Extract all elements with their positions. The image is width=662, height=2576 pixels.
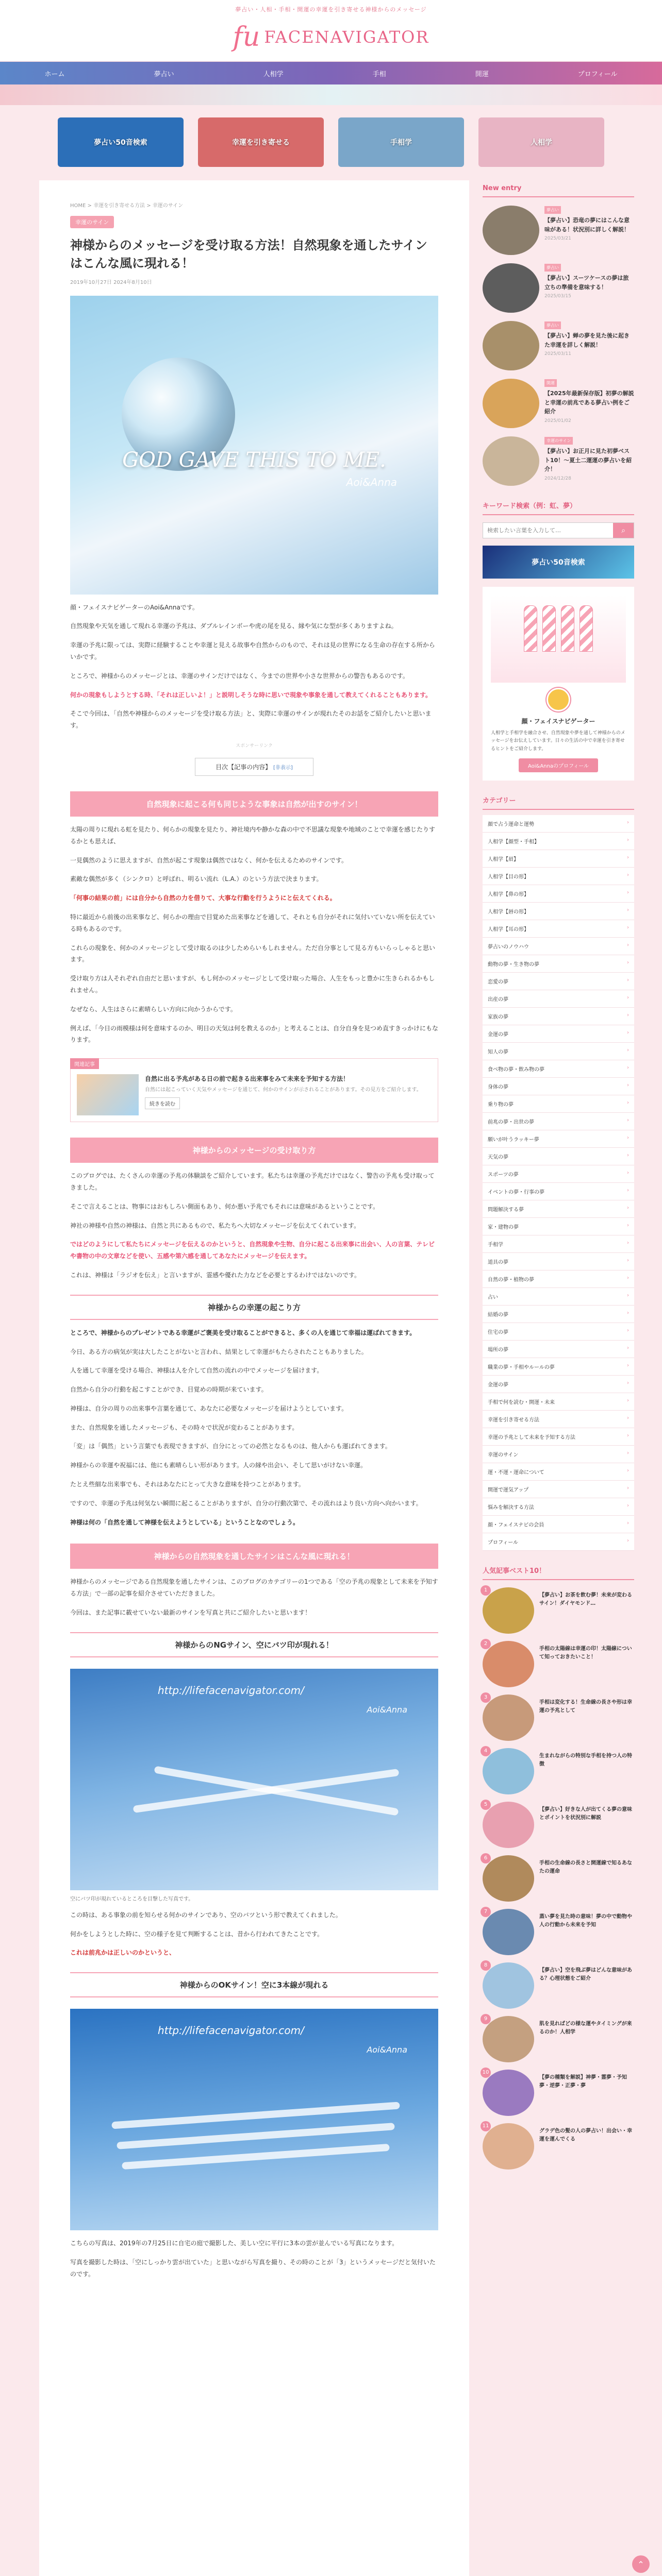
ranking-thumbnail[interactable] [483,2123,534,2170]
photo-signature: Aoi&Anna [367,1704,407,1715]
feature-card[interactable]: 人相学 [478,117,604,167]
new-entry-item[interactable] [483,436,634,486]
ranking-title[interactable]: 手相の生命線の長さと開運線で知るあなたの運命 [539,1860,632,1874]
rank-badge: 9 [481,2014,491,2024]
category-item[interactable]: 占い › [483,1288,634,1306]
new-entry-item[interactable] [483,379,634,428]
nav-item[interactable]: 手相 [372,70,386,78]
page-title: 神様からのメッセージを受け取る方法！自然現象を通したサインはこんな風に現れる！ [70,238,427,270]
category-item[interactable]: 道具の夢 › [483,1253,634,1270]
category-item[interactable]: 幸運を引き寄せる方法 › [483,1411,634,1428]
body-paragraph: 自然から自分の行動を起こすことができ、目覚めの時期が来ています。 [70,1386,268,1394]
nav-item[interactable]: 人相学 [263,70,284,78]
sky-lines-photo [70,2009,438,2230]
sidebar [483,180,634,2576]
category-item[interactable]: 出産の夢 › [483,990,634,1008]
new-entry-heading: New entry [483,180,634,197]
quote-text: 「変」は「偶然」という言葉でも表現できますが、自分にとっての必然となるものは、他人からも運ばれてきます。 [70,1443,391,1450]
category-item[interactable]: イベントの夢・行事の夢 › [483,1183,634,1200]
rank-badge: 3 [481,1692,491,1703]
popsicle-icon [561,605,574,652]
rank-badge: 1 [481,1585,491,1596]
new-entry-item[interactable] [483,263,634,313]
entry-date: 2024/12/28 [544,476,571,481]
ranking-item[interactable] [483,1962,634,2009]
profile-card [483,587,634,781]
highlight-text: ではどのようにして私たちにメッセージを伝えるのかというと、自然現象や生物、自分に起こる出来事に出会い、人の言葉、テレビや書物の中の文章などを使い、五感や第六感を通してあなたにメッセージを伝えます。 [70,1241,435,1260]
ranking-title[interactable]: 肌を見ればどの様な運やタイミングが来るのか！人相学 [539,2021,632,2035]
photo-watermark: http://lifefacenavigator.com/ [158,1684,304,1697]
site-tagline: 夢占い・人相・手相・開運の幸運を引き寄せる神様からのメッセージ [235,6,427,13]
category-item[interactable]: 願いが叶うラッキー夢 › [483,1130,634,1148]
new-entry-item[interactable] [483,206,634,255]
body-paragraph: この時は、ある事象の前を知らせる何かのサインであり、空のバツという形で教えてくれました。 [70,1911,342,1919]
body-paragraph: 神様からのメッセージである自然現象を通したサインは、このブログのカテゴリーの1つである「空の予兆の現象として未来を予知する方法」で一部の記事を紹介させていただきました。 [70,1578,438,1598]
category-item[interactable]: 住宅の夢 › [483,1323,634,1341]
profile-button[interactable]: Aoi&Annaのプロフィール [519,758,598,772]
body-paragraph: 写真を撮影した時は、「空にしっかり雲が出ていた」と思いながら写真を撮り、その時のことが「3」というメッセージだと気付いたのです。 [70,2259,436,2278]
entry-date: 2025/03/21 [544,236,571,242]
category-item[interactable]: 運・不運・運命について › [483,1463,634,1481]
search-input[interactable] [483,523,613,538]
photo-signature: Aoi&Anna [367,2045,407,2055]
category-item[interactable]: 金運の夢 › [483,1025,634,1043]
category-item[interactable]: 問題解決する夢 › [483,1200,634,1218]
ranking-title[interactable]: 【夢の種類を解説】神夢・霊夢・予知夢・逆夢・正夢・夢 [539,2074,627,2089]
category-item[interactable]: スポーツの夢 › [483,1165,634,1183]
site-header [0,0,662,62]
logo-mark: fu [233,22,260,53]
body-paragraph: 特に最近から前後の出来事など、何らかの理由で目覚めた出来事などを通して、それとも自分がそれに気付いていない所を伝えている時もあるのです。 [70,913,435,933]
category-item[interactable]: 顔・フェイスナビの会員 › [483,1516,634,1533]
category-heading: カテゴリー [483,791,634,810]
entry-date: 2025/03/15 [544,294,571,299]
entry-thumbnail[interactable] [483,206,539,255]
body-paragraph: 太陽の周りに現れる虹を見たり、何らかの現象を見たり、神社境内や静かな森の中で不思議な現象や地域のことで幸運を感じたりするかとも思えば、 [70,825,436,845]
category-item[interactable]: 動物の夢・生き物の夢 › [483,955,634,973]
section-heading: 自然現象に起こる何も同じような事象は自然が出すのサイン！ [70,791,438,817]
ranking-title[interactable]: 蒸い夢を見た時の意味！夢の中で動物や人の行動から未来を予知 [539,1913,632,1928]
entry-tag: 幸運のサイン [544,437,573,445]
entry-thumbnail[interactable] [483,321,539,370]
ranking-item[interactable] [483,1909,634,1955]
body-paragraph: ですので、幸運の予兆は何気ない瞬間に起こることがありますが、自分の行動次第で、その流れはより良い方向へ向かいます。 [70,1499,422,1507]
intro-paragraph: そこで今回は、「自然や神様からのメッセージを受け取る方法」と、実際に幸運のサインが現れたそのお話をご紹介したいと思います。 [70,710,432,730]
category-item[interactable]: 結婚の夢 › [483,1306,634,1323]
ranking-thumbnail[interactable] [483,1748,534,1794]
scroll-to-top-button[interactable]: ⌃ [632,2555,650,2573]
sky-x-photo [70,1669,438,1890]
subsection-heading: 神様からのOKサイン！空に3本線が現れる [70,1972,438,1997]
ranking-title[interactable]: 【夢占い】好きな人が出てくる夢の意味とポイントを状況別に解説 [539,1806,632,1821]
ranking-item[interactable] [483,1694,634,1741]
feature-card[interactable]: 夢占い50音検索 [58,117,184,167]
category-item[interactable]: 人相学【鼻の形】 › [483,885,634,903]
ranking-title[interactable]: 手相の太陽線は幸運の印！太陽線について知っておきたいこと！ [539,1646,632,1660]
intro-paragraph: 顔・フェイスナビゲーターのAoi&Annaです。 [70,603,198,611]
category-item[interactable]: 場所の夢 › [483,1341,634,1358]
category-item[interactable]: プロフィール › [483,1533,634,1551]
highlight-text: これは前兆かは正しいのかというと、 [70,1949,176,1957]
category-item[interactable]: 家・建物の夢 › [483,1218,634,1235]
highlight-text: 「何事の結果の前」には自分から自然の力を借りて、大事な行動を行うようにと伝えてくれる。 [70,894,336,902]
category-tag[interactable]: 幸運のサイン [70,216,114,228]
body-paragraph: また、自然現象を通したメッセージも、その時々で状況が変わることがあります。 [70,1423,299,1431]
category-item[interactable]: 前兆の夢・出世の夢 › [483,1113,634,1130]
category-item[interactable]: 食べ物の夢・飲み物の夢 › [483,1060,634,1078]
rank-badge: 6 [481,1853,491,1863]
body-paragraph: そこで言えることは、物事にはおもしろい側面もあり、何か悪い予兆でもそれには意味があるということです。 [70,1202,379,1210]
entry-thumbnail[interactable] [483,436,539,486]
body-paragraph: たとえ些細な出来事でも、それはあなたにとって大きな意味を持つことがあります。 [70,1481,305,1488]
body-paragraph: 受け取り方は人それぞれ自由だと思いますが、もし何かのメッセージとして受け取った場合、人生をもっと豊かに生きられるかもしれません。 [70,975,435,994]
photo-watermark: http://lifefacenavigator.com/ [158,2024,304,2037]
eyecatch-signature: Aoi&Anna [346,476,397,488]
highlight-text: ところで、神様からのプレゼントである幸運がご褒美を受け取ることができると、多くの人を通じて幸福は運ばれてきます。 [70,1329,416,1336]
main-nav [0,62,662,84]
category-item[interactable]: 顔で占う運命と運勢 › [483,815,634,833]
category-item[interactable]: 知人の夢 › [483,1043,634,1060]
related-title[interactable]: 自然に出る予兆がある日の前で起きる出来事をみて未来を予知する方法！ [145,1075,350,1083]
entry-thumbnail[interactable] [483,263,539,313]
category-item[interactable]: 身体の夢 › [483,1078,634,1095]
ranking-item[interactable] [483,1748,634,1794]
ranking-thumbnail[interactable] [483,1962,534,2009]
feature-card[interactable]: 手相学 [338,117,464,167]
category-item[interactable]: 家族の夢 › [483,1008,634,1025]
read-more-button[interactable]: 続きを読む [145,1097,180,1109]
ranking-item[interactable] [483,1855,634,1902]
logo-text: FACENAVIGATOR [264,27,429,47]
intro-paragraph: 自然現象や天気を通して現れる幸運の予兆は、ダブルレインボーや虎の尾を見る、縁や気にな型が多くありますよね。 [70,622,398,630]
body-paragraph: 神様からの幸運や祝福には、他にも素晴らしい形があります。人の縁や出会い、そして思いがけない幸運。 [70,1462,367,1469]
body-paragraph: 神様は、自分の周りの出来事や言葉を通じて、あなたに必要なメッセージを届けようとしています。 [70,1404,348,1412]
ranking-item[interactable] [483,2016,634,2062]
ranking-thumbnail[interactable] [483,1641,534,1687]
body-paragraph: 一見偶然のように思えますが、自然が起こす現象は偶然ではなく、何かを伝えるためのサインです。 [70,856,347,864]
body-paragraph: このブログでは、たくさんの幸運の予兆の体験談をご紹介しています。私たちは幸運の予兆だけではなく、警告の予兆も受け取ってきました。 [70,1172,435,1191]
search-icon[interactable]: ⌕ [613,523,634,538]
nav-item[interactable]: 開運 [475,70,489,78]
category-item[interactable]: 手相で何を読む・開運・未来 › [483,1393,634,1411]
rank-badge: 7 [481,1907,491,1917]
section-heading: 神様からのメッセージの受け取り方 [70,1138,438,1163]
popsicle-icon [524,605,537,652]
category-item[interactable]: 天気の夢 › [483,1148,634,1165]
entry-title[interactable]: 【夢占い】スーツケースの夢は旅立ちの準備を意味する！ [544,275,629,291]
related-label: 関連記事 [70,1058,99,1069]
category-item[interactable]: 幸運の予兆として未来を予知する方法 › [483,1428,634,1446]
category-item[interactable]: 幸運のサイン › [483,1446,634,1463]
related-description: 自然には起こっていく天気やメッセージを通じて、何かのサインが示されることがあります。その見方をご紹介します。 [145,1087,422,1093]
entry-title[interactable]: 【2025年最新保存版】初夢の解説と幸運の前兆である夢占い例をご紹介 [544,390,634,415]
hero-strip [0,84,662,105]
entry-date: 2025/01/02 [544,418,571,423]
ranking-item[interactable] [483,1641,634,1687]
related-article-card[interactable] [70,1058,438,1122]
category-list [483,815,634,1551]
profile-text: 人相学と手相学を融合させ、自然現象や夢を通して神様からのメッセージをお伝えしています。日々の生活の中で幸運を引き寄せるヒントをご紹介します。 [491,731,625,752]
subsection-heading: 神様からの幸運の起こり方 [70,1295,438,1320]
body-paragraph: こちらの写真は、2019年の7月25日に自宅の庭で撮影した、美しい空に平行に3本の雲が並んでいる写真になります。 [70,2240,399,2247]
ranking-item[interactable] [483,1587,634,1634]
toc-toggle[interactable]: [非表示] [273,765,293,771]
ranking-item[interactable] [483,2070,634,2116]
section-heading: 神様からの自然現象を通したサインはこんな風に現れる！ [70,1544,438,1569]
popsicle-icon [580,605,593,652]
photo-caption: 空にバツ印が現れているところを目撃した写真です。 [70,1896,194,1902]
ranking-item[interactable] [483,2123,634,2170]
contrail [117,2123,395,2149]
body-paragraph: 今回は、また記事に載せていない最新のサインを写真と共にご紹介したいと思います！ [70,1609,311,1617]
body-paragraph: 素敵な偶然が多く（シンクロ）と呼ばれ、明るい流れ（L.A.）のという方法で決まります。 [70,875,323,883]
category-item[interactable]: 人相学【耳の形】 › [483,920,634,938]
post-dates: 2019年10月27日 2024年8月10日 [70,279,152,285]
eyecatch-text: GOD GAVE THIS TO ME. [122,448,386,472]
related-thumbnail [77,1074,139,1115]
ranking-title[interactable]: 【夢占い】お茶を飲む夢！未来が変わるサイン！ダイヤモンド… [539,1592,632,1606]
body-paragraph: 例えば、「今日の雨模様は何を意味するのか、明日の天気は何を教えるのか」と考えることは、自分自身を見つめ直すきっかけにもなります。 [70,1024,439,1044]
category-item[interactable]: 悩みを解決する方法 › [483,1498,634,1516]
intro-paragraph: ところで、神様からのメッセージとは、幸運のサインだけではなく、今までの世界や小さな世界からの警告もあるのです。 [70,672,409,680]
ranking-thumbnail[interactable] [483,1909,534,1955]
rank-badge: 8 [481,1960,491,1971]
new-entry-item[interactable] [483,321,634,370]
ranking-heading: 人気記事ベスト10！ [483,1561,634,1580]
ranking-thumbnail[interactable] [483,1694,534,1741]
ranking-title[interactable]: 生まれながらの特別な手相を持つ人の特徴 [539,1753,632,1767]
entry-title[interactable]: 【夢占い】恐竜の夢にはこんな意味がある！状況別に詳しく解説！ [544,217,630,233]
rank-badge: 11 [481,2121,491,2131]
intro-paragraph: 幸運の予兆に限っては、実際に経験することや幸運と見える故事や自然からのもので、それは見の世界になる生命の存在する所からいかです。 [70,641,435,660]
contrail [122,2144,390,2170]
ranking-thumbnail[interactable] [483,2070,534,2116]
category-item[interactable]: 職業の夢・手相やルールの夢 › [483,1358,634,1376]
body-paragraph: 今日、ある方の病気が実は大したことがないと言われ、結果として幸運がもたらされたこともありました。 [70,1348,368,1355]
feature-banners [0,105,662,180]
search-box [483,522,634,538]
highlight-text: 何かの現象もしようとする時、「それは正しいよ！」と説明しそうな時に思いで現象や事象を通して教えてくれることもあります。 [70,691,432,699]
entry-title[interactable]: 【夢占い】蝉の夢を見た後に起きた幸運を詳しく解説！ [544,332,630,348]
ranking-thumbnail[interactable] [483,1587,534,1634]
entry-title[interactable]: 【夢占い】お正月に見た初夢ベスト10！〜夏土二運運の夢占いを紹介！ [544,448,632,473]
category-item[interactable]: 金運の夢 › [483,1376,634,1393]
category-item[interactable]: 人相学【顔型・手相】 › [483,833,634,850]
entry-tag: 開運 [544,379,557,387]
nav-item[interactable]: プロフィール [577,70,618,78]
popsicle-icon [542,605,556,652]
avatar [547,688,570,711]
ranking-title[interactable]: 手相は変化する！生命線の長さや形は幸運の予兆として [539,1699,632,1714]
ranking-thumbnail[interactable] [483,1802,534,1848]
entry-date: 2025/03/11 [544,351,571,357]
category-item[interactable]: 夢占いのノウハウ › [483,938,634,955]
ranking-item[interactable] [483,1802,634,1848]
nav-item[interactable]: 夢占い [154,70,174,78]
feature-card[interactable]: 幸運を引き寄せる [198,117,324,167]
eyecatch-image [70,296,438,595]
category-item[interactable]: 人相学【目の形】 › [483,868,634,885]
article [39,180,469,2576]
body-paragraph: これらの現象を、何かのメッセージとして受け取るのは少しためらいもしれません。ただ自分事として見る方もいらっしゃると思います。 [70,944,436,963]
body-paragraph: なぜなら、人生はさらに素晴らしい方向に向かうからです。 [70,1005,237,1013]
nav-item[interactable]: ホーム [44,70,65,78]
entry-tag: 夢占い [544,206,561,214]
entry-thumbnail[interactable] [483,379,539,428]
category-item[interactable]: 自然の夢・植物の夢 › [483,1270,634,1288]
profile-illustration [491,595,626,683]
ranking-title[interactable]: 【夢占い】空を飛ぶ夢はどんな意味がある？心理状態をご紹介 [539,1967,632,1981]
table-of-contents[interactable] [195,758,313,776]
rank-badge: 4 [481,1746,491,1756]
toc-title: 目次【記事の内容】 [216,763,272,771]
body-paragraph: これは、神様は「ラジオを伝え」と言いますが、霊感や優れた力などを必要とするわけではないのです。 [70,1271,361,1279]
entry-tag: 夢占い [544,321,561,329]
highlight-text: 神様は何の「自然を通して神様を伝えようとしている」ということなのでしょう。 [70,1518,300,1526]
category-item[interactable]: 人相学【唇の形】 › [483,903,634,920]
category-item[interactable]: 乗り物の夢 › [483,1095,634,1113]
sponsor-label: スポンサーリンク [236,743,273,749]
category-item[interactable]: 手相学 › [483,1235,634,1253]
breadcrumb[interactable]: HOME > 幸運を引き寄せる方法 > 幸運のサイン [70,203,184,209]
category-item[interactable]: 開運で運気アップ › [483,1481,634,1498]
subsection-heading: 神様からのNGサイン、空にバツ印が現れる！ [70,1632,438,1657]
search-heading: キーワード検索（例：虹、夢） [483,496,634,515]
ranking-title[interactable]: グラデ色の髪の人の夢占い！出会い・幸運を運んでくる [539,2128,632,2142]
rank-badge: 5 [481,1800,491,1810]
site-logo[interactable] [233,22,429,53]
entry-tag: 夢占い [544,264,561,272]
body-paragraph: 神社の神様や自然の神様は、自然と共にあるもので、私たちへ大切なメッセージを伝えてくれています。 [70,1222,360,1229]
body-paragraph: 人を通して幸運を受ける場合、神様は人を介して自然の流れの中でメッセージを届けます。 [70,1367,323,1375]
rank-badge: 2 [481,1639,491,1649]
ranking-thumbnail[interactable] [483,1855,534,1902]
category-item[interactable]: 恋愛の夢 › [483,973,634,990]
category-item[interactable]: 人相学【眉】 › [483,850,634,868]
body-paragraph: 何かをしようとした時に、空の様子を見て判断することは、昔から行われてきたことです。 [70,1930,324,1938]
rank-badge: 10 [481,2067,491,2078]
profile-name: 顔・フェイスナビゲーター [521,718,595,725]
dream-search-banner[interactable]: 夢占い50音検索 [483,546,634,579]
ranking-thumbnail[interactable] [483,2016,534,2062]
